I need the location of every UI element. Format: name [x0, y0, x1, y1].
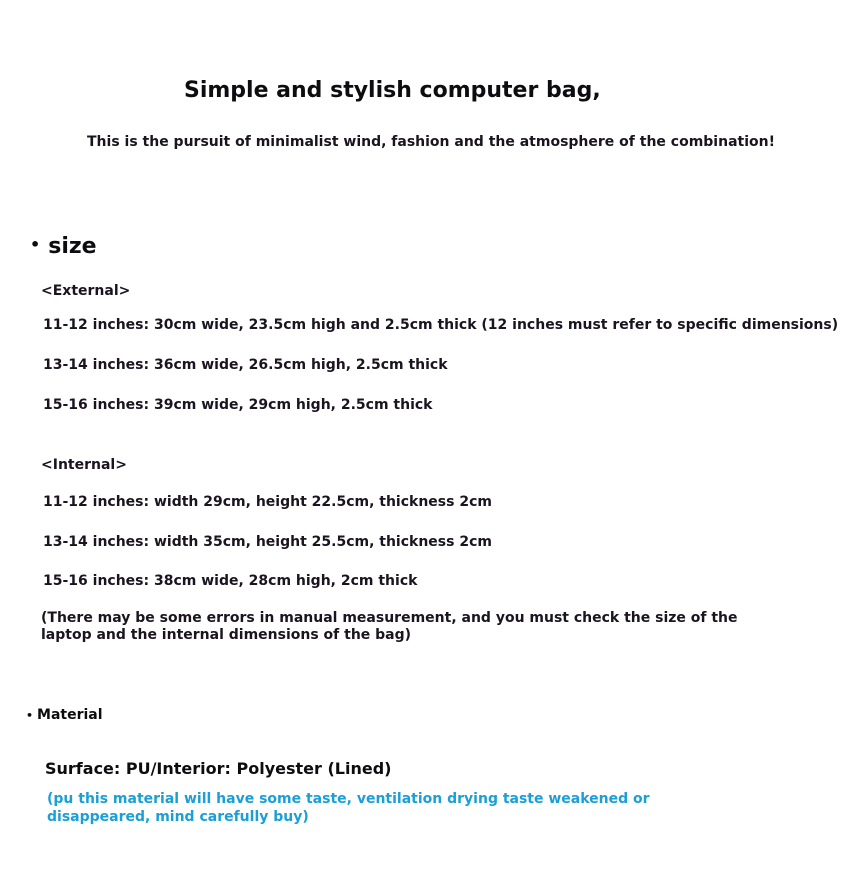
- internal-size-line: 15-16 inches: 38cm wide, 28cm high, 2cm thick: [43, 573, 418, 589]
- internal-size-line: 13-14 inches: width 35cm, height 25.5cm, thickness 2cm: [43, 534, 492, 550]
- internal-label: <Internal>: [41, 457, 127, 473]
- size-heading-label: size: [48, 234, 97, 259]
- material-surface: Surface: PU/Interior: Polyester (Lined): [45, 759, 392, 778]
- material-section-heading: [26, 707, 103, 723]
- measurement-note: (There may be some errors in manual measurement, and you must check the size of the laptop and the internal dimensions of the bag): [41, 610, 738, 643]
- bullet-icon: •: [30, 235, 41, 254]
- page-title: Simple and stylish computer bag,: [184, 78, 601, 103]
- bullet-icon: •: [26, 709, 34, 722]
- external-size-line: 11-12 inches: 30cm wide, 23.5cm high and 2.5cm thick (12 inches must refer to specific dimensions): [43, 317, 839, 333]
- external-size-line: 13-14 inches: 36cm wide, 26.5cm high, 2.5cm thick: [43, 357, 448, 373]
- page-subtitle: This is the pursuit of minimalist wind, fashion and the atmosphere of the combination!: [87, 134, 775, 150]
- external-label: <External>: [41, 283, 131, 299]
- material-heading-label: Material: [37, 707, 103, 723]
- size-section-heading: [30, 234, 97, 259]
- material-note: (pu this material will have some taste, ventilation drying taste weakened or disappeared, mind carefully buy): [47, 791, 650, 825]
- external-size-line: 15-16 inches: 39cm wide, 29cm high, 2.5cm thick: [43, 397, 433, 413]
- internal-size-line: 11-12 inches: width 29cm, height 22.5cm, thickness 2cm: [43, 494, 492, 510]
